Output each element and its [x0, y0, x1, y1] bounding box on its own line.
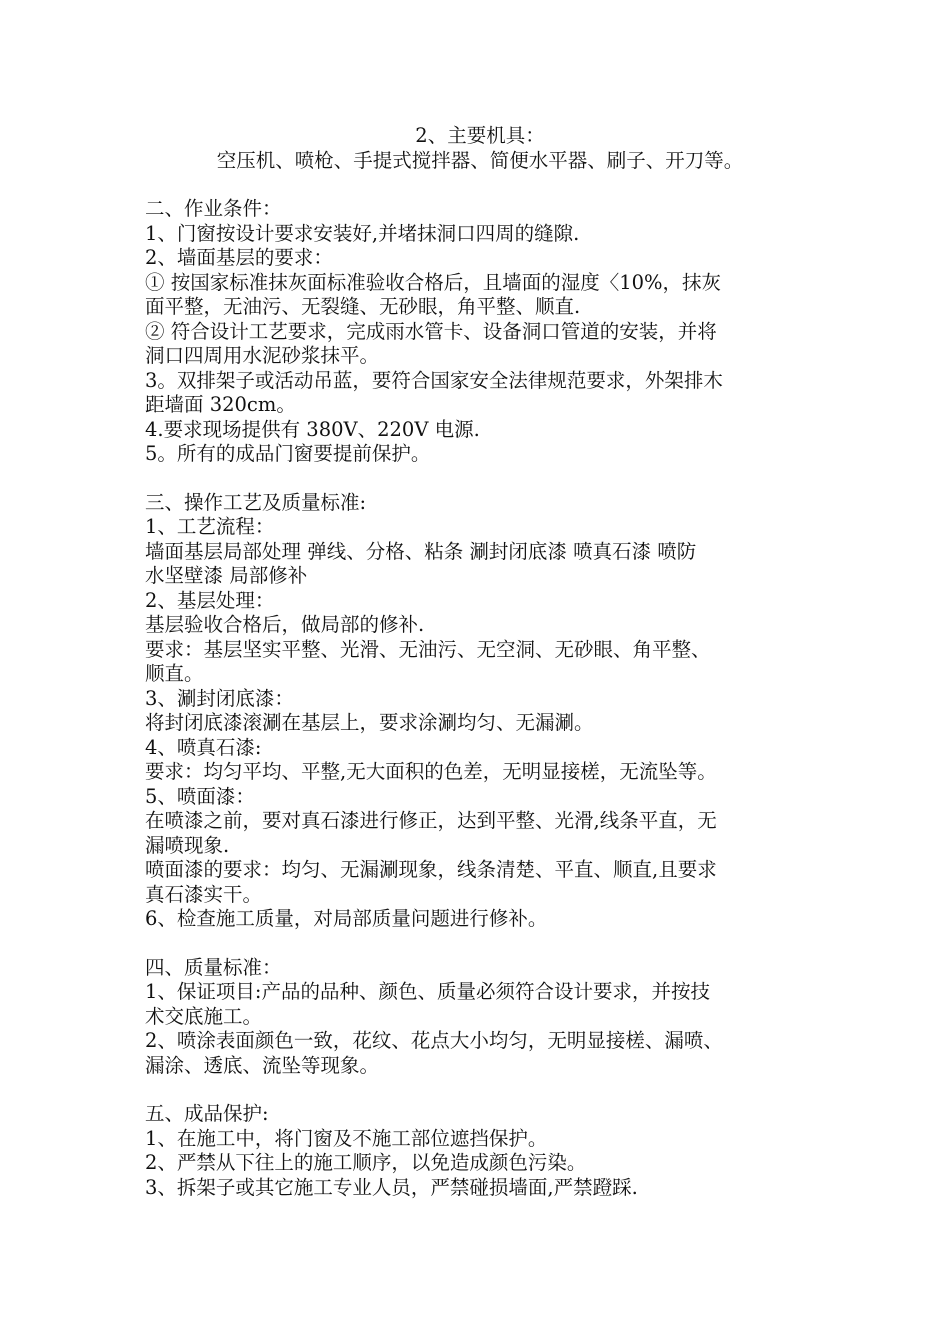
text-line: 5。所有的成品门窗要提前保护。 [145, 442, 431, 465]
text-line: 2、基层处理： [145, 588, 275, 612]
text-line: 墙面基层局部处理 弹线、分格、粘条 涮封闭底漆 喷真石漆 喷防 [145, 539, 697, 563]
text-line: 1、工艺流程： [145, 515, 275, 538]
section-work-conditions [145, 197, 815, 467]
tools-list: 空压机、喷枪、手提式搅拌器、简便水平器、刷子、开刀等。 [216, 148, 744, 172]
text-line: ① 按国家标准抹灰面标准验收合格后，且墙面的湿度〈10%，抹灰 [145, 270, 722, 294]
text-line: 将封闭底漆滚涮在基层上，要求涂涮均匀、无漏涮。 [145, 711, 594, 734]
text-line: 术交底施工。 [145, 1004, 263, 1028]
text-line: 面平整，无油污、无裂缝、无砂眼，角平整、顺直. [145, 295, 581, 318]
section-heading: 三、操作工艺及质量标准: [145, 490, 367, 514]
text-line: 在喷漆之前，要对真石漆进行修正，达到平整、光滑,线条平直，无 [145, 809, 717, 832]
text-line: 2、喷涂表面颜色一致，花纹、花点大小均匀，无明显接槎、漏喷、 [145, 1029, 723, 1052]
section-process-and-quality [145, 491, 815, 932]
section-heading: 五、成品保护: [145, 1102, 269, 1125]
section-gap [145, 173, 815, 197]
section-quality-standard [145, 956, 815, 1079]
text-line: 要求：基层坚实平整、光滑、无油污、无空洞、无砂眼、角平整、 [145, 637, 711, 661]
section-product-protection [145, 1102, 815, 1200]
text-line: 3。双排架子或活动吊蓝，要符合国家安全法律规范要求，外架排木 [145, 368, 723, 392]
text-line: 1、保证项目:产品的品种、颜色、质量必须符合设计要求，并按技 [145, 980, 710, 1003]
text-line: 1、门窗按设计要求安装好,并堵抹洞口四周的缝隙. [145, 221, 580, 245]
text-line: 4.要求现场提供有 380V、220V 电源. [145, 417, 480, 441]
text-line: 真石漆实干。 [145, 882, 263, 906]
text-line: 4、喷真石漆: [145, 735, 262, 759]
text-line: 要求：均匀平均、平整,无大面积的色差，无明显接槎，无流坠等。 [145, 760, 717, 783]
tools-heading: 2、主要机具： [415, 124, 545, 147]
text-line: 6、检查施工质量，对局部质量问题进行修补。 [145, 907, 548, 930]
section-heading: 二、作业条件： [145, 197, 282, 220]
section-gap [145, 1078, 815, 1102]
text-line: 2、严禁从下往上的施工顺序，以免造成颜色污染。 [145, 1151, 587, 1174]
text-line: 1、在施工中，将门窗及不施工部位遮挡保护。 [145, 1126, 548, 1150]
text-line: 3、涮封闭底漆： [145, 686, 294, 710]
text-line: 喷面漆的要求：均匀、无漏涮现象，线条清楚、平直、顺直,且要求 [145, 858, 717, 881]
text-line: 距墙面 320cm。 [145, 393, 296, 416]
text-line: 漏涂、透底、流坠等现象。 [145, 1053, 380, 1077]
section-gap [145, 467, 815, 491]
text-line: 基层验收合格后，做局部的修补. [145, 613, 425, 636]
text-line: 5、喷面漆： [145, 784, 255, 808]
text-line: 2、墙面基层的要求： [145, 246, 333, 269]
document-page [145, 124, 815, 1200]
text-line: 洞口四周用水泥砂浆抹平。 [145, 344, 380, 367]
text-line: 3、拆架子或其它施工专业人员，严禁碰损墙面,严禁蹬踩. [145, 1175, 638, 1199]
text-line: 水坚壁漆 局部修补 [145, 564, 308, 587]
section-heading: 四、质量标准： [145, 955, 282, 979]
text-line: ② 符合设计工艺要求，完成雨水管卡、设备洞口管道的安装，并将 [145, 319, 717, 343]
text-line: 顺直。 [145, 662, 204, 685]
section-gap [145, 932, 815, 956]
text-line: 漏喷现象. [145, 833, 230, 857]
